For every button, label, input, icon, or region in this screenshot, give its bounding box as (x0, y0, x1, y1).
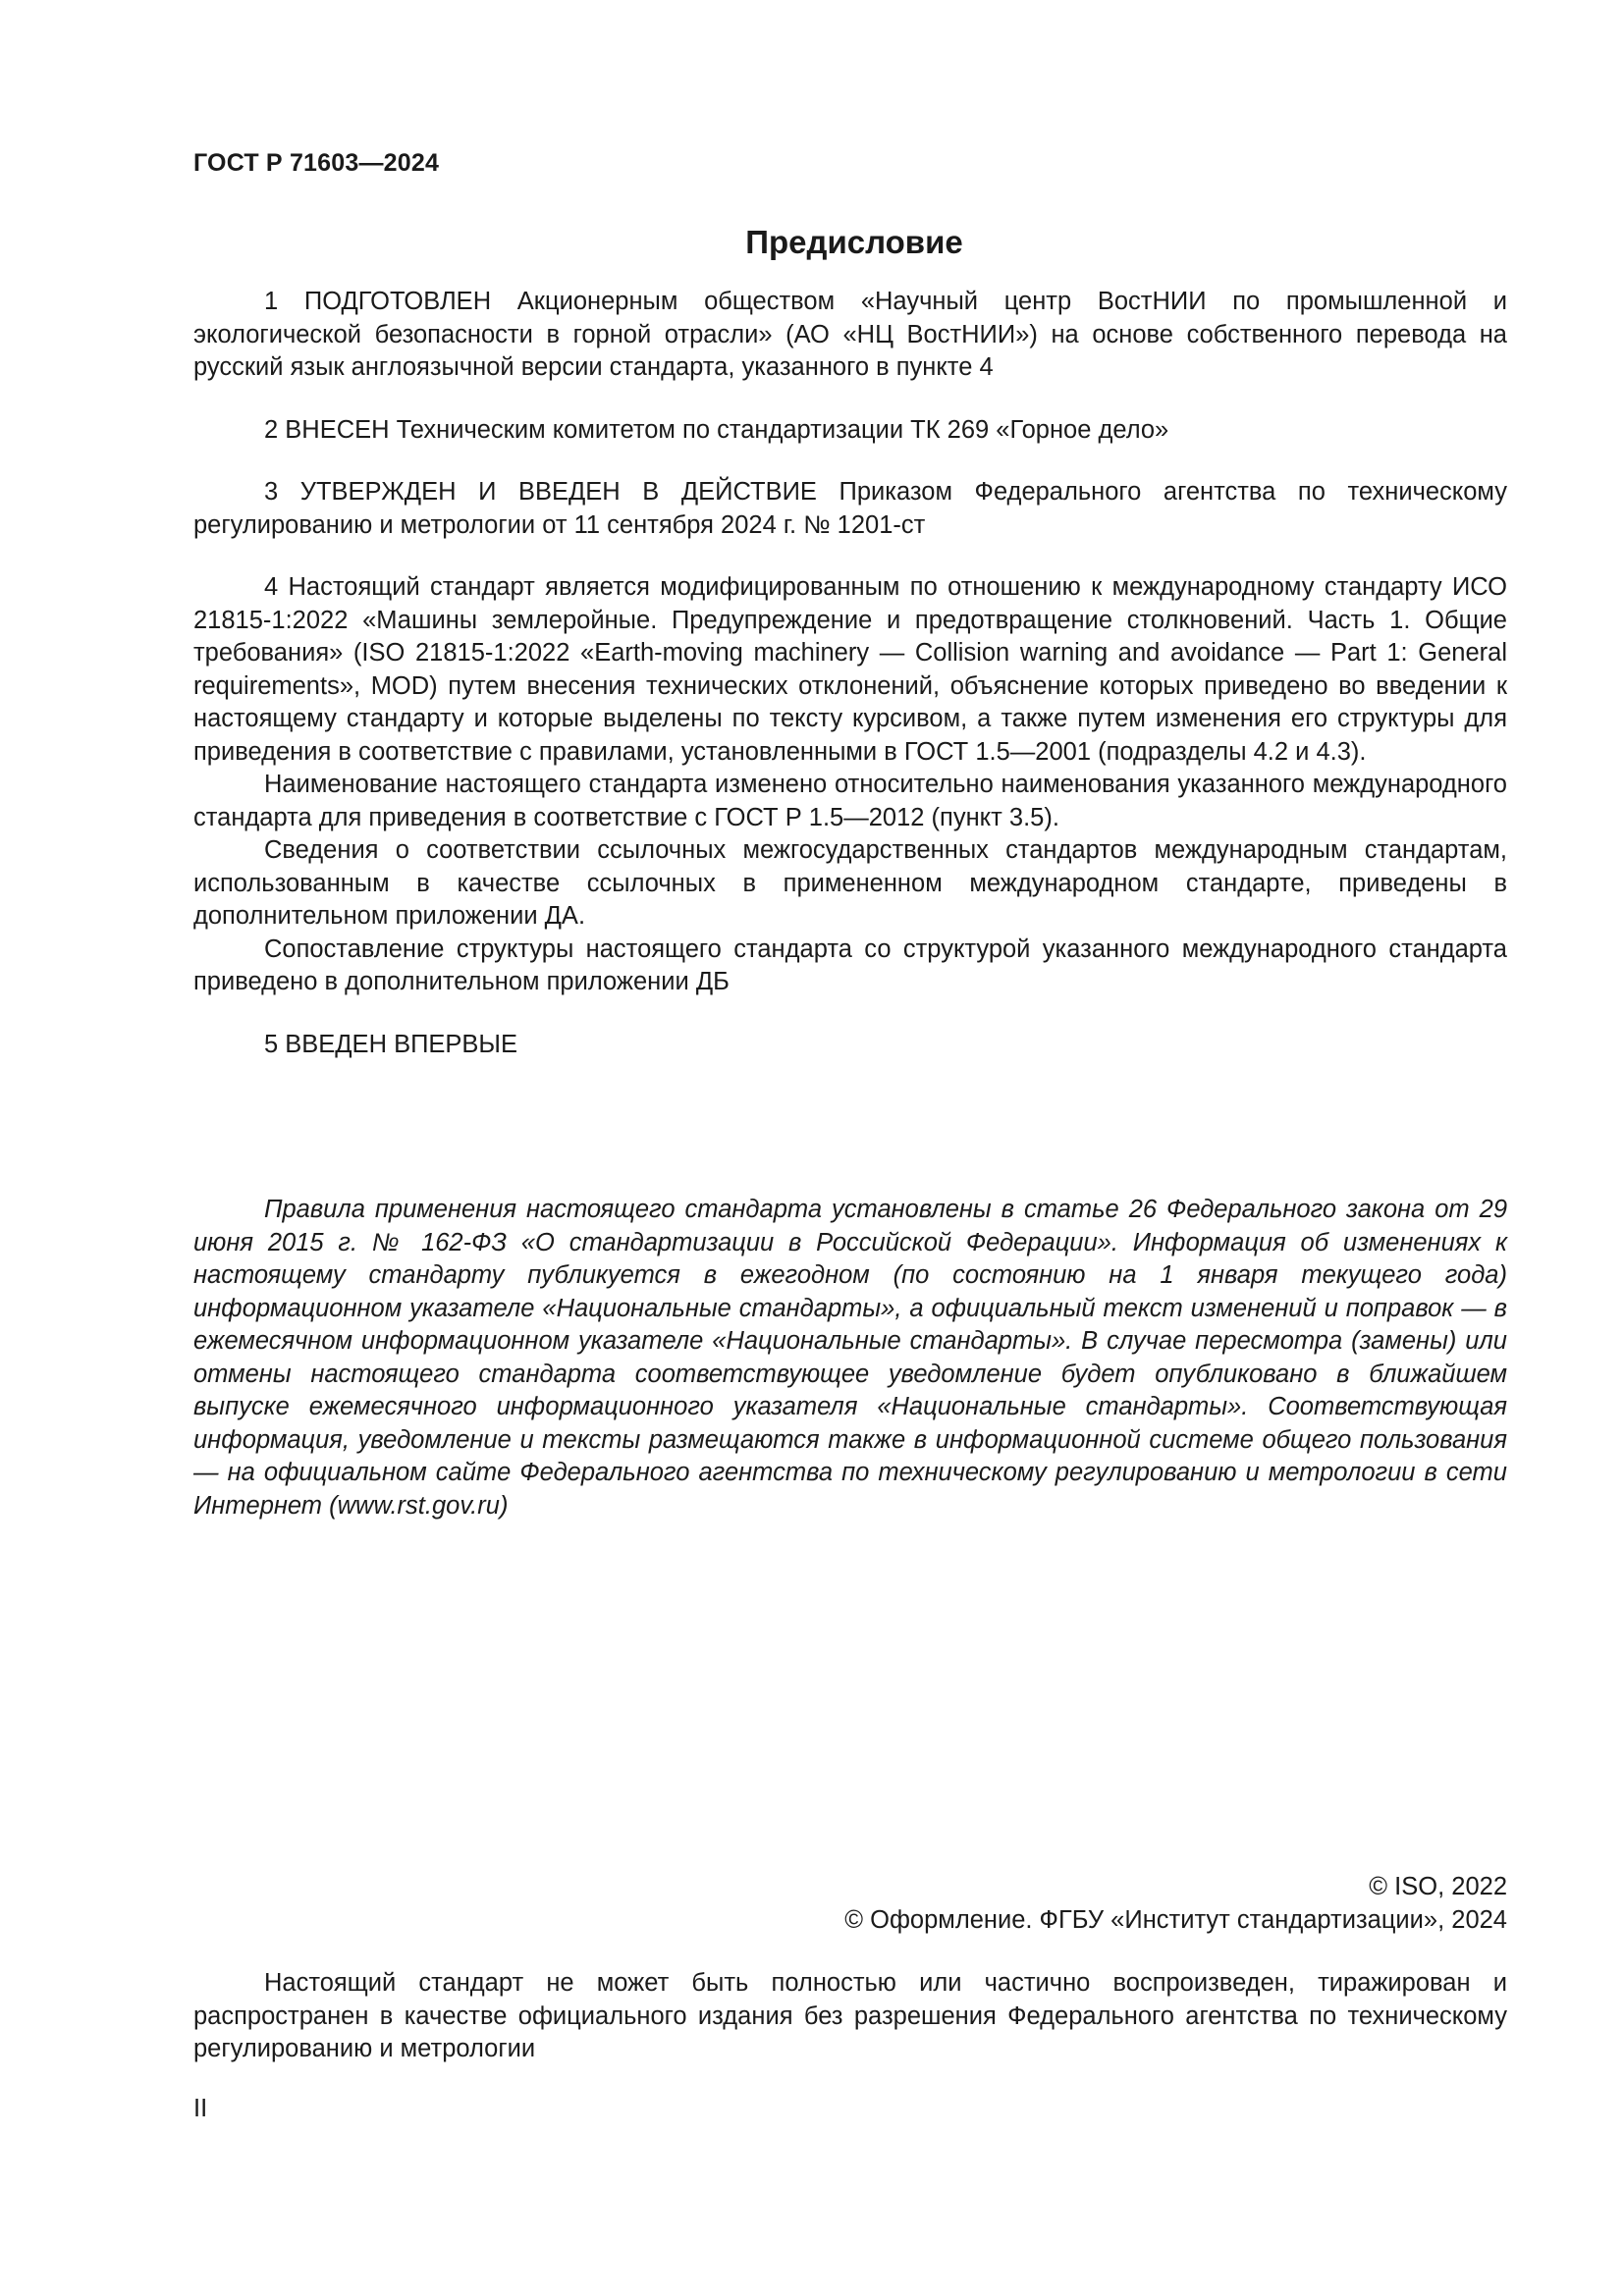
page-title: Предисловие (745, 224, 963, 260)
reproduction-notice (193, 1967, 1507, 2066)
section-4-title-change: Наименование настоящего стандарта изменено относительно наименования указанного международного стандарта для приведения в соответствие с ГОСТ Р 1.5—2012 (пункт 3.5). (193, 771, 1507, 831)
section-4-structure: Сопоставление структуры настоящего стандарта со структурой указанного международного стандарта приведено в дополнительном приложении ДБ (193, 934, 1507, 995)
section-1-prepared: 1 ПОДГОТОВЛЕН Акционерным обществом «Научный центр ВостНИИ по промышленной и экологической безопасности в горной отрасли» (АО «НЦ ВостНИИ») на основе собственного перевода на русский язык англоязычной версии стандарта, указанного в пункте 4 (193, 288, 1507, 381)
copyright-design: © Оформление. ФГБУ «Институт стандартизации», 2024 (844, 1905, 1507, 1934)
rules-notice: Правила применения настоящего стандарта установлены в статье 26 Федерального закона от 29 июня 2015 г. № 162-ФЗ «О стандартизации в Российской Федерации». Информация об изменениях к настоящему стандарту публикуется в ежегодном (по состоянию на 1 января текущего года) информационном указателе «Национальные стандарты», а официальный текст изменений и поправок — в ежемесячном информационном указателе «Национальные стандарты». В случае пересмотра (замены) или отмены настоящего стандарта соответствующее уведомление будет опубликовано в ближайшем выпуске ежемесячного информационного указателя «Национальные стандарты». Соответствующая информация, уведомление и тексты размещаются также в информационной системе общего пользования — на официальном сайте Федерального агентства по техническому регулированию и метрологии в сети Интернет (www.rst.gov.ru) (193, 1196, 1507, 1520)
section-2-submitted: 2 ВНЕСЕН Техническим комитетом по стандартизации ТК 269 «Горное дело» (264, 415, 1169, 444)
page-number: II (193, 2095, 208, 2122)
section-4-references: Сведения о соответствии ссылочных межгосударственных стандартов международным стандартам, использованным в качестве ссылочных в примененном международном стандарте, приведены в дополнительном приложении ДА. (193, 836, 1507, 930)
copyright-block (193, 1871, 1507, 1937)
document-code: ГОСТ Р 71603—2024 (193, 149, 440, 177)
section-3-approved: 3 УТВЕРЖДЕН И ВВЕДЕН В ДЕЙСТВИЕ Приказом Федерального агентства по техническому регулированию и метрологии от 11 сентября 2024 г. № 1201-ст (193, 478, 1507, 539)
section-4-modification: 4 Настоящий стандарт является модифицированным по отношению к международному стандарту ИСО 21815-1:2022 «Машины землеройные. Предупреждение и предотвращение столкновений. Часть 1. Общие требования» (ISO 21815-1:2022 «Earth-moving machinery — Collision warning and avoidance — Part 1: General requirements», MOD) путем внесения технических отклонений, объяснение которых приведено во введении к настоящему стандарту и которые выделены по тексту курсивом, а также путем изменения его структуры для приведения в соответствие с правилами, установленными в ГОСТ 1.5—2001 (подразделы 4.2 и 4.3). (193, 573, 1507, 766)
copyright-iso: © ISO, 2022 (1369, 1873, 1507, 1900)
reproduction-notice-text: Настоящий стандарт не может быть полностью или частично воспроизведен, тиражирован и распространен в качестве официального издания без разрешения Федерального агентства по техническому регулированию и метрологии (193, 1969, 1507, 2062)
section-5-first-introduced: 5 ВВЕДЕН ВПЕРВЫЕ (264, 1030, 518, 1058)
foreword-body (193, 286, 1507, 1522)
